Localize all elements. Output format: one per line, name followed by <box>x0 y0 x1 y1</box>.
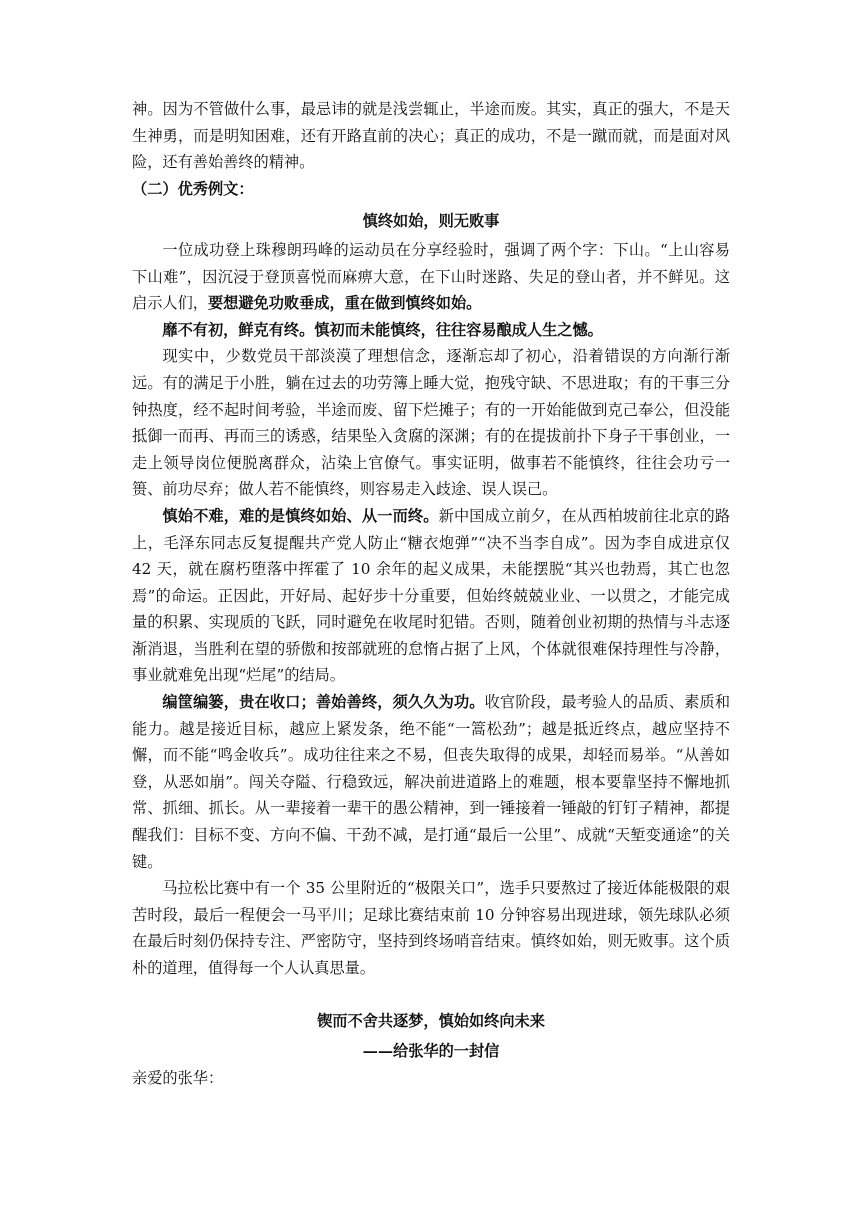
letter-salutation: 亲爱的张华： <box>132 1068 224 1087</box>
essay-paragraph-2: 靡不有初，鲜克有终。慎初而未能慎终，往往容易酿成人生之憾。 <box>162 320 603 339</box>
paragraph-bold-text: 要想避免功败垂成，重在做到慎终如始。 <box>207 294 482 313</box>
document-page <box>132 96 730 1091</box>
paragraph-bold-text: 编筐编篓，贵在收口；善始善终，须久久为功。 <box>162 693 485 712</box>
essay-paragraph-3: 现实中，少数党员干部淡漠了理想信念，逐渐忘却了初心，沿着错误的方向渐行渐远。有的满足于小胜，躺在过去的功劳簿上睡大觉，抱残守缺、不思进取；有的干事三分钟热度，经不起时间考验，半途而废、留下烂摊子；有的一开始能做到克己奉公，但没能抵御一而再、再而三的诱惑，结果坠入贪腐的深渊；有的在提拔前扑下身子干事创业，一走上领导岗位便脱离群众，沾染上官僚气。事实证明，做事若不能慎终，往往会功亏一篑、前功尽弃；做人若不能慎终，则容易走入歧途、误人误己。 <box>132 347 730 499</box>
section-heading: （二）优秀例文： <box>132 179 254 198</box>
paragraph-text: 新中国成立前夕，在从西柏坡前往北京的路上，毛泽东同志反复提醒共产党人防止“糖衣炮弹”“决不当李自成”。因为李自成进京仅 42 天，就在腐朽堕落中挥霍了 10 余年的起义成果，未能摆脱“其兴也勃焉，其亡也忽焉”的命运。正因此，开好局、起好步十分重要，但始终兢兢业业、一以贯之，才能完成量的积累、实现质的飞跃，同时避免在收尾时犯错。否则，随着创业初期的热情与斗志逐渐消退，当胜利在望的骄傲和按部就班的怠惰占据了上风，个体就很难保持理性与冷静，事业就难免出现“烂尾”的结局。 <box>132 506 731 685</box>
essay-paragraph-5 <box>132 689 730 875</box>
essay-paragraph-6: 马拉松比赛中有一个 35 公里附近的“极限关口”，选手只要熬过了接近体能极限的艰苦时段，最后一程便会一马平川；足球比赛结束前 10 分钟容易出现进球，领先球队必须在最后时刻仍保持专注、严密防守，坚持到终场哨音结束。慎终如始，则无败事。这个质朴的道理，值得每一个人认真思量。 <box>132 879 730 977</box>
paragraph-bold-text: 慎始不难，难的是慎终如始、从一而终。 <box>162 506 439 525</box>
paragraph-text: 收官阶段，最考验人的品质、素质和能力。越是接近目标，越应上紧发条，绝不能“一篙松劲”；越是抵近终点，越应坚持不懈，而不能“鸣金收兵”。成功往往来之不易，但丧失取得的成果，却轻而易举。“从善如登，从恶如崩”。闯关夺隘、行稳致远，解决前进道路上的难题，根本要靠坚持不懈地抓常、抓细、抓长。从一辈接着一辈干的愚公精神，到一锤接着一锤敲的钉钉子精神，都提醒我们：目标不变、方向不偏、干劲不减，是打通“最后一公里”、成就“天堑变通途”的关键。 <box>132 693 731 871</box>
essay-title: 慎终如始，则无败事 <box>362 212 500 231</box>
letter-subtitle: ——给张华的一封信 <box>362 1042 500 1061</box>
letter-title: 锲而不舍共逐梦，慎始如终向未来 <box>317 1011 545 1030</box>
essay-paragraph-1 <box>132 237 730 317</box>
paragraph-text: 一位成功登上珠穆朗玛峰的运动员在分享经验时，强调了两个字：下山。“上山容易下山难”，因沉浸于登顶喜悦而麻痹大意，在下山时迷路、失足的登山者，并不鲜见。这启示人们， <box>132 240 730 313</box>
essay-paragraph-4 <box>132 503 730 689</box>
intro-continuation: 神。因为不管做什么事，最忌讳的就是浅尝辄止，半途而废。其实，真正的强大，不是天生神勇，而是明知困难，还有开路直前的决心；真正的成功，不是一蹴而就，而是面对风险，还有善始善终的精神。 <box>132 100 730 172</box>
